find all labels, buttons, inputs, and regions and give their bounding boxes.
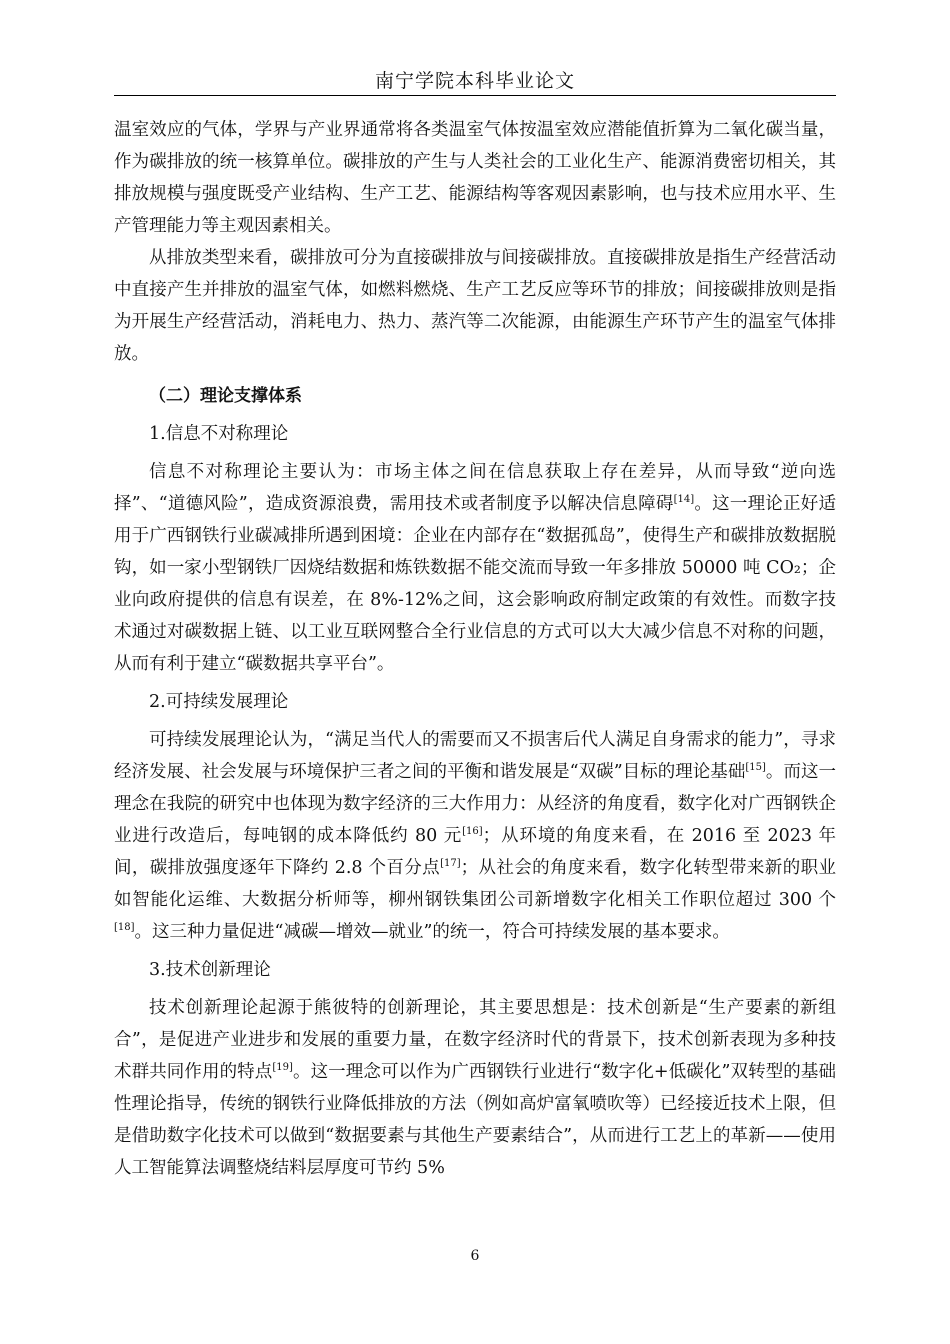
subsection-title-1: 1.信息不对称理论 — [149, 424, 289, 444]
section-heading: （二）理论支撑体系 — [149, 386, 302, 406]
paragraph-information-asymmetry — [114, 456, 836, 680]
paragraph-continuation: 温室效应的气体，学界与产业界通常将各类温室气体按温室效应潜能值折算为二氧化碳当量，作为碳排放的统一核算单位。碳排放的产生与人类社会的工业化生产、能源消费密切相关，其排放规模与强度既受产业结构、生产工艺、能源结构等客观因素影响，也与技术应用水平、生产管理能力等主观因素相关。 — [114, 120, 836, 236]
document-body — [114, 114, 836, 1184]
text-segment: 。这一理论正好适用于广西钢铁行业碳减排所遇到困境：企业在内部存在“数据孤岛”，使得生产和碳排放数据脱钩，如一家小型钢铁厂因烧结数据和炼铁数据不能交流而导致一年多排放 50000 吨 CO₂；企业向政府提供的信息有误差，在 8%-12%之间，这会影响政府制定政策的有效性。而数字技术通过对碳数据上链、以工业互联网整合全行业信息的方式可以大大减少信息不对称的问题，从而有利于建立“碳数据共享平台”。 — [114, 494, 837, 674]
text-segment: 技术创新理论起源于熊彼特的创新理论，其主要思想是：技术创新是“生产要素的新组合”，是促进产业进步和发展的重要力量，在数字经济时代的背景下，技术创新表现为多种技术群共同作用的特点 — [114, 998, 836, 1082]
text-segment: 可持续发展理论认为，“满足当代人的需要而又不损害后代人满足自身需求的能力”，寻求经济发展、社会发展与环境保护三者之间的平衡和谐发展是“双碳”目标的理论基础 — [114, 730, 836, 782]
paragraph-emission-types: 从排放类型来看，碳排放可分为直接碳排放与间接碳排放。直接碳排放是指生产经营活动中直接产生并排放的温室气体，如燃料燃烧、生产工艺反应等环节的排放；间接碳排放则是指为开展生产经营活动，消耗电力、热力、蒸汽等二次能源，由能源生产环节产生的温室气体排放。 — [114, 248, 836, 364]
paragraph-technology-innovation — [114, 992, 836, 1184]
subsection-title-3: 3.技术创新理论 — [149, 960, 271, 980]
paragraph-sustainable-development — [114, 724, 836, 948]
subsection-title-2: 2.可持续发展理论 — [149, 692, 289, 712]
text-segment: ；从环境的角度来看，在 2016 至 2023 年间，碳排放强度逐年下降约 2.8 个百分点 — [114, 826, 836, 878]
text-segment: 信息不对称理论主要认为：市场主体之间在信息获取上存在差异，从而导致“逆向选择”、“道德风险”，造成资源浪费，需用技术或者制度予以解决信息障碍 — [114, 462, 836, 514]
citation-ref: [16] — [462, 826, 483, 838]
text-segment: 。而这一理念在我院的研究中也体现为数字经济的三大作用力：从经济的角度看，数字化对广西钢铁企业进行改造后，每吨钢的成本降低约 80 元 — [114, 762, 837, 846]
text-segment: ；从社会的角度来看，数字化转型带来新的职业如智能化运维、大数据分析师等，柳州钢铁集团公司新增数字化相关工作职位超过 300 个 — [114, 858, 836, 910]
citation-ref: [17] — [440, 858, 461, 870]
header-rule — [114, 95, 836, 96]
running-header: 南宁学院本科毕业论文 — [374, 70, 575, 92]
citation-ref: [19] — [272, 1062, 293, 1074]
citation-ref: [15] — [745, 762, 766, 774]
citation-ref: [14] — [673, 494, 695, 506]
text-segment: 。这一理念可以作为广西钢铁行业进行“数字化+低碳化”双转型的基础性理论指导，传统的钢铁行业降低排放的方法（例如高炉富氧喷吹等）已经接近技术上限，但是借助数字化技术可以做到“数据要素与其他生产要素结合”，从而进行工艺上的革新——使用人工智能算法调整烧结料层厚度可节约 5% — [114, 1062, 836, 1178]
citation-ref: [18] — [114, 922, 135, 934]
page-number: 6 — [470, 1248, 480, 1264]
text-segment: 。这三种力量促进“减碳—增效—就业”的统一，符合可持续发展的基本要求。 — [134, 922, 730, 942]
